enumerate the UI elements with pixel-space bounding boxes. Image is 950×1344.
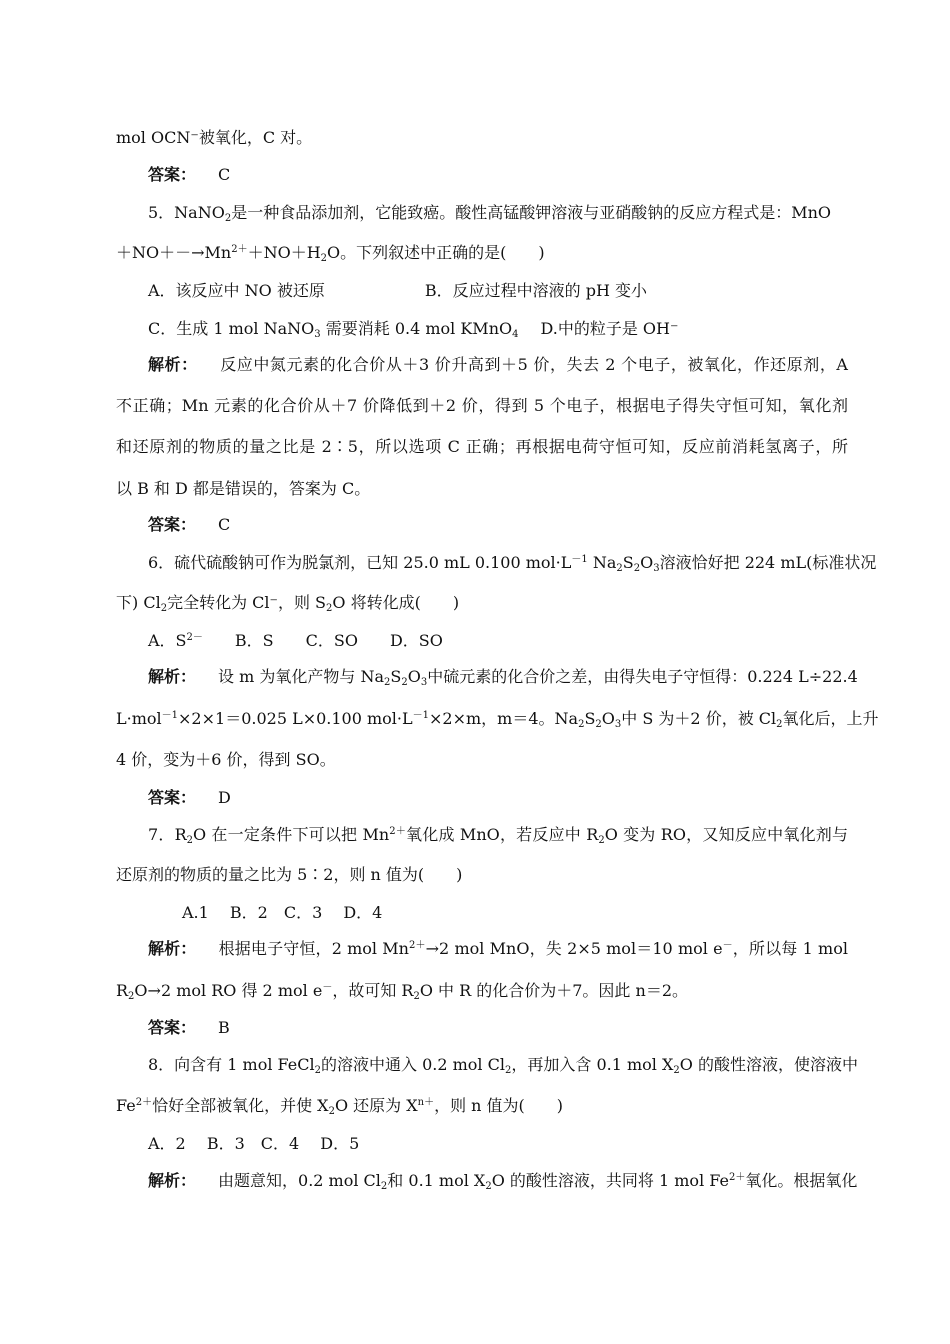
answer-line: 答案： C bbox=[148, 515, 231, 534]
analysis-line: 解析： 反应中氮元素的化合价从＋3 价升高到＋5 价，失去 2 个电子，被氧化，作还原剂，A bbox=[148, 355, 848, 374]
label: 答案： bbox=[148, 1018, 197, 1037]
text-line: mol OCN⁻被氧化，C 对。 bbox=[116, 128, 313, 147]
superscript: － bbox=[722, 940, 733, 951]
subscript: 2 bbox=[320, 253, 328, 264]
subscript: 2 bbox=[160, 603, 168, 614]
subscript: 2 bbox=[380, 1181, 388, 1192]
question-6-stem: 6．硫代硫酸钠可作为脱氯剂，已知 25.0 mL 0.100 $mol\cdot L^{-1}$ $Na_2S_2O_3$溶液恰好把 224 mL(标准状况 bbox=[148, 553, 877, 574]
question-5-options-cd bbox=[148, 318, 880, 340]
subscript: 2 bbox=[384, 677, 391, 688]
option-c: C．生成 1 mol NaNO$_3$ 需要消耗 0.4 mol KMnO$_4$ bbox=[148, 319, 519, 340]
subscript: 3 bbox=[420, 677, 428, 688]
superscript: －1 bbox=[571, 554, 588, 565]
subscript: 2 bbox=[504, 1065, 512, 1076]
subscript: 2 bbox=[314, 1065, 321, 1076]
superscript: 2＋ bbox=[408, 940, 426, 951]
subscript: 2 bbox=[224, 213, 232, 224]
question-6-options: A．$S^{2-}$ B．S C．SO D．SO bbox=[148, 631, 443, 650]
question-7-stem: 7．$R_2O$ 在一定条件下可以把 $Mn^{2+}$氧化成 MnO，若反应中 $R_2O$ 变为 RO，又知反应中氧化剂与 bbox=[148, 825, 848, 846]
question-7-stem-cont: 还原剂的物质的量之比为 5∶2，则 n 值为( ) bbox=[116, 865, 463, 884]
superscript: －1 bbox=[412, 710, 430, 721]
question-5-options-ab bbox=[148, 280, 880, 302]
answer-line: 答案： D bbox=[148, 788, 231, 807]
superscript: 2＋ bbox=[728, 1172, 746, 1183]
subscript: 2 bbox=[401, 677, 408, 688]
answer-label: 答案： bbox=[148, 165, 197, 184]
label: 解析： bbox=[148, 1171, 197, 1190]
analysis-line: 解析： 根据电子守恒，2 mol $Mn^{2+}\to 2$ mol MnO，失 2×5 mol＝10 mol e－，所以每 1 mol bbox=[148, 939, 848, 958]
subscript: 3 bbox=[614, 719, 622, 730]
answer-line: 答案： C bbox=[148, 165, 231, 184]
subscript: 2 bbox=[485, 1181, 492, 1192]
subscript: 2 bbox=[413, 991, 420, 1002]
question-8-options: A．2 B．3 C．4 D．5 bbox=[148, 1134, 360, 1153]
subscript: 2 bbox=[326, 603, 333, 614]
analysis-line: $R_2O\to 2$ mol RO 得 2 mol e－，故可知 $R_2O$ 中 R 的化合价为＋7。因此 n＝2。 bbox=[116, 981, 689, 1002]
superscript: 2＋ bbox=[231, 244, 248, 255]
label: 解析： bbox=[148, 939, 197, 958]
subscript: 2 bbox=[578, 719, 585, 730]
question-7-options: A.1 B．2 C．3 D．4 bbox=[182, 903, 383, 922]
question-8-stem-cont: $Fe^{2+}$恰好全部被氧化，并使 $X_2O$ 还原为 $X^{n+}$，则 n 值为( ) bbox=[116, 1096, 564, 1117]
superscript: 2－ bbox=[186, 632, 203, 643]
subscript: 2 bbox=[595, 719, 602, 730]
label: 答案： bbox=[148, 515, 197, 534]
analysis-line: 以 B 和 D 都是错误的，答案为 C。 bbox=[116, 479, 371, 498]
analysis-label: 解析： bbox=[148, 355, 198, 374]
analysis-line: 不正确；Mn 元素的化合价从＋7 价降低到＋2 价，得到 5 个电子，根据电子得失守恒可知，氧化剂 bbox=[116, 396, 848, 415]
question-6-stem-cont: 下) $Cl_2$完全转化为 Cl⁻，则 $S_2O$ 将转化成( ) bbox=[116, 593, 460, 614]
subscript: 2 bbox=[776, 719, 783, 730]
analysis-line: 和还原剂的物质的量之比是 2∶5，所以选项 C 正确；再根据电荷守恒可知，反应前消耗氢离子，所 bbox=[116, 437, 848, 456]
superscript: －1 bbox=[161, 710, 179, 721]
subscript: 2 bbox=[633, 563, 641, 574]
subscript: 2 bbox=[128, 991, 135, 1002]
subscript: 3 bbox=[653, 563, 660, 574]
subscript: 2 bbox=[673, 1065, 680, 1076]
superscript: n＋ bbox=[417, 1097, 435, 1108]
analysis-line: L·mol$^{-1}$×2×1＝0.025 L×0.100 $mol\cdot L^{-1}\times 2\times m$，m＝4。$Na_2S_2O_3$中 S 为＋2 价，被 $Cl_2$氧化后，上升 bbox=[116, 709, 879, 730]
question-5-stem: 5．NaNO$_2$是一种食品添加剂，它能致癌。酸性高锰酸钾溶液与亚硝酸钠的反应方程式是：MnO bbox=[148, 203, 832, 224]
option-a: A．该反应中 NO 被还原 bbox=[148, 281, 325, 300]
subscript: 2 bbox=[598, 835, 605, 846]
label: 解析： bbox=[148, 667, 197, 686]
analysis-line: 解析： 设 m 为氧化产物与 $Na_2S_2O_3$中硫元素的化合价之差，由得失电子守恒得：0.224 L÷22.4 bbox=[148, 667, 858, 688]
subscript: 4 bbox=[512, 329, 519, 340]
label: 答案： bbox=[148, 788, 197, 807]
answer-line: 答案： B bbox=[148, 1018, 230, 1037]
analysis-line: 4 价，变为＋6 价，得到 SO。 bbox=[116, 750, 336, 769]
question-8-stem: 8．向含有 1 mol FeCl$_2$的溶液中通入 0.2 mol $Cl_2$，再加入含 0.1 mol $X_2O$ 的酸性溶液，使溶液中 bbox=[148, 1055, 858, 1076]
option-b: B．反应过程中溶液的 pH 变小 bbox=[424, 281, 647, 300]
superscript: － bbox=[322, 982, 333, 993]
superscript: 2＋ bbox=[389, 826, 407, 837]
question-5-stem-cont: $+NO+-\to Mn^{2+}+NO+H_2O$。下列叙述中正确的是( ) bbox=[116, 243, 545, 264]
option-d: D.中的粒子是 OH⁻ bbox=[540, 319, 679, 338]
subscript: 2 bbox=[616, 563, 623, 574]
subscript: 2 bbox=[186, 835, 194, 846]
subscript: 2 bbox=[328, 1106, 335, 1117]
analysis-line: 解析： 由题意知，0.2 mol $Cl_2$和 0.1 mol $X_2O$ 的酸性溶液，共同将 1 mol $Fe^{2+}$氧化。根据氧化 bbox=[148, 1171, 858, 1192]
subscript: 3 bbox=[314, 329, 321, 340]
superscript: 2＋ bbox=[135, 1097, 153, 1108]
